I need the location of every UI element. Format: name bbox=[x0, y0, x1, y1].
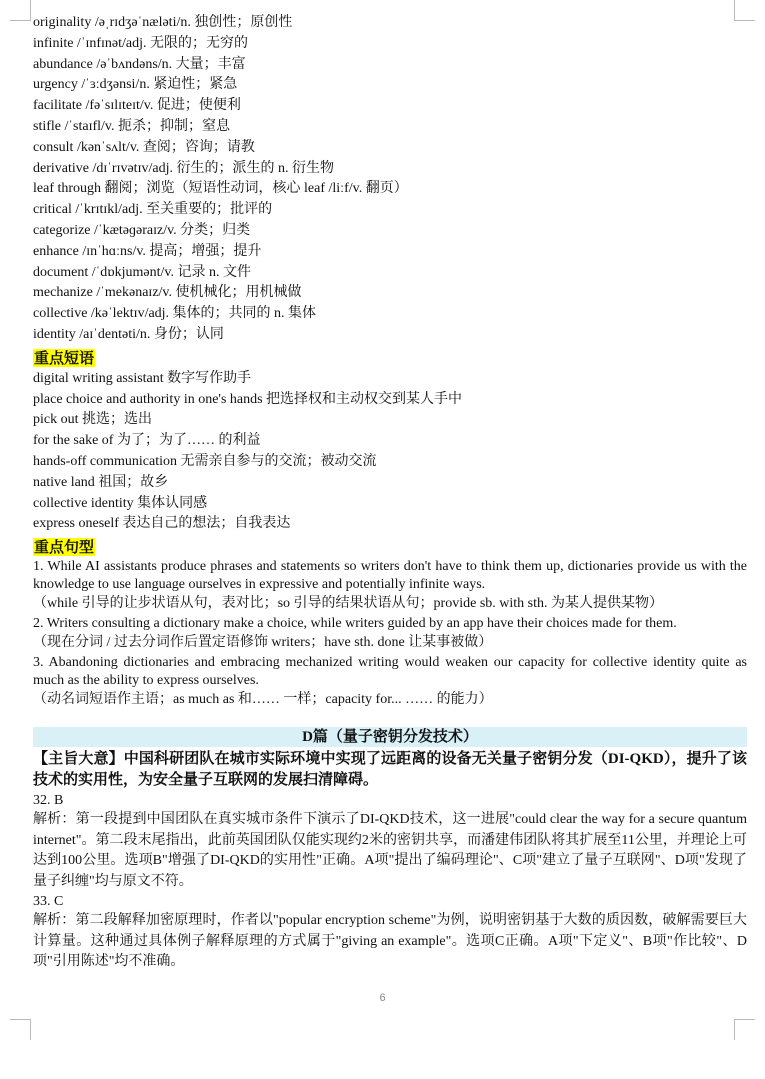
phrases-heading-label: 重点短语 bbox=[34, 348, 95, 367]
answer-analysis: 解析：第二段解释加密原理时，作者以"popular encryption scheme"为例，说明密钥基于大数的质因数，破解需要巨大计算量。这种通过具体例子解释原理的方式属于"giving an example"。选项C正确。A项"下定义"、B项"作比较"、D项"引用陈述"均不准确。 bbox=[33, 913, 747, 970]
main-idea: 【主旨大意】中国科研团队在城市实际环境中实现了远距离的设备无关量子密钥分发（DI-QKD），提升了该技术的实用性，为安全量子互联网的发展扫清障碍。 bbox=[33, 751, 747, 789]
vocab-item: consult /kənˈsʌlt/v. 查阅；咨询；请教 bbox=[33, 139, 255, 155]
vocab-item: urgency /ˈɜːdʒənsi/n. 紧迫性；紧急 bbox=[33, 77, 238, 93]
crop-mark-top-left bbox=[10, 0, 31, 21]
sentences-heading bbox=[33, 536, 747, 558]
vocabulary-list bbox=[33, 13, 747, 346]
sentence-note: （while 引导的让步状语从句，表对比；so 引导的结果状语从句；provide sb. with sth. 为某人提供某物） bbox=[33, 596, 663, 612]
answer-label: 32. B bbox=[33, 793, 64, 809]
answer-label: 33. C bbox=[33, 894, 64, 910]
sentence-text: 1. While AI assistants produce phrases and statements so writers don't have to think them up, dictionaries provide us with the knowledge to use language ourselves in expressive and potentially infinite ways. bbox=[33, 559, 747, 593]
document-body bbox=[33, 13, 747, 973]
phrase-item: for the sake of 为了；为了…… 的利益 bbox=[33, 433, 261, 449]
answer-analysis: 解析：第一段提到中国团队在真实城市条件下演示了DI-QKD技术，这一进展"could clear the way for a secure quantum internet"。第二段末尾指出，此前英国团队仅能实现约2米的密钥共享，而潘建伟团队将其扩展至11公里，并理论上可达到100公里。选项B"增强了DI-QKD的实用性"正确。A项"提出了编码理论"、C项"建立了量子互联网"、D项"发现了量子纠缠"均与原文不符。 bbox=[33, 812, 747, 889]
section-d-title: D篇（量子密钥分发技术） bbox=[33, 727, 747, 747]
phrase-item: digital writing assistant 数字写作助手 bbox=[33, 370, 252, 386]
crop-mark-bottom-left bbox=[10, 1019, 31, 1040]
phrase-item: hands-off communication 无需亲自参与的交流；被动交流 bbox=[33, 453, 377, 469]
vocab-item: leaf through 翻阅；浏览（短语性动词，核心 leaf /liːf/v. 翻页） bbox=[33, 181, 408, 197]
vocab-item: infinite /ˈɪnfɪnət/adj. 无限的；无穷的 bbox=[33, 35, 249, 51]
phrases-list bbox=[33, 369, 747, 535]
vocab-item: critical /ˈkrɪtɪkl/adj. 至关重要的；批评的 bbox=[33, 202, 273, 218]
vocab-item: collective /kəˈlektɪv/adj. 集体的；共同的 n. 集体 bbox=[33, 306, 317, 322]
phrases-heading bbox=[33, 347, 747, 369]
vocab-item: mechanize /ˈmekənaɪz/v. 使机械化；用机械做 bbox=[33, 285, 302, 301]
vocab-item: document /ˈdɒkjumənt/v. 记录 n. 文件 bbox=[33, 264, 251, 280]
vocab-item: originality /əˌrɪdʒəˈnæləti/n. 独创性；原创性 bbox=[33, 15, 293, 30]
vocab-item: identity /aɪˈdentəti/n. 身份；认同 bbox=[33, 326, 224, 342]
crop-mark-bottom-right bbox=[734, 1019, 755, 1040]
vocab-item: stifle /ˈstaɪfl/v. 扼杀；抑制；窒息 bbox=[33, 118, 231, 134]
page-number: 6 bbox=[379, 992, 386, 1004]
answer-block bbox=[33, 791, 747, 892]
vocab-item: enhance /ɪnˈhɑːns/v. 提高；增强；提升 bbox=[33, 243, 262, 259]
phrase-item: pick out 挑选；选出 bbox=[33, 412, 152, 428]
sentence-text: 2. Writers consulting a dictionary make a choice, while writers guided by an app have their choices made for them. bbox=[33, 616, 677, 632]
vocab-item: derivative /dɪˈrɪvətɪv/adj. 衍生的；派生的 n. 衍生物 bbox=[33, 160, 334, 176]
vocab-item: facilitate /fəˈsɪlɪteɪt/v. 促进；使便利 bbox=[33, 98, 241, 114]
sentences-heading-label: 重点句型 bbox=[34, 538, 95, 557]
sentence-text: 3. Abandoning dictionaries and embracing mechanized writing would weaken our capacity for collective identity quite as much as the ability to express ourselves. bbox=[33, 655, 747, 689]
sentence-note: （动名词短语作主语；as much as 和…… 一样；capacity for... …… 的能力） bbox=[33, 692, 493, 708]
phrase-item: collective identity 集体认同感 bbox=[33, 495, 208, 511]
phrase-item: native land 祖国；故乡 bbox=[33, 474, 169, 490]
vocab-item: categorize /ˈkætəɡəraɪz/v. 分类；归类 bbox=[33, 222, 251, 238]
phrase-item: express oneself 表达自己的想法；自我表达 bbox=[33, 516, 291, 532]
answer-block bbox=[33, 892, 747, 973]
sentences-list bbox=[33, 558, 747, 709]
phrase-item: place choice and authority in one's hands 把选择权和主动权交到某人手中 bbox=[33, 391, 463, 407]
sentence-note: （现在分词 / 过去分词作后置定语修饰 writers；have sth. done 让某事被做） bbox=[33, 635, 493, 651]
vocab-item: abundance /əˈbʌndəns/n. 大量；丰富 bbox=[33, 56, 246, 72]
